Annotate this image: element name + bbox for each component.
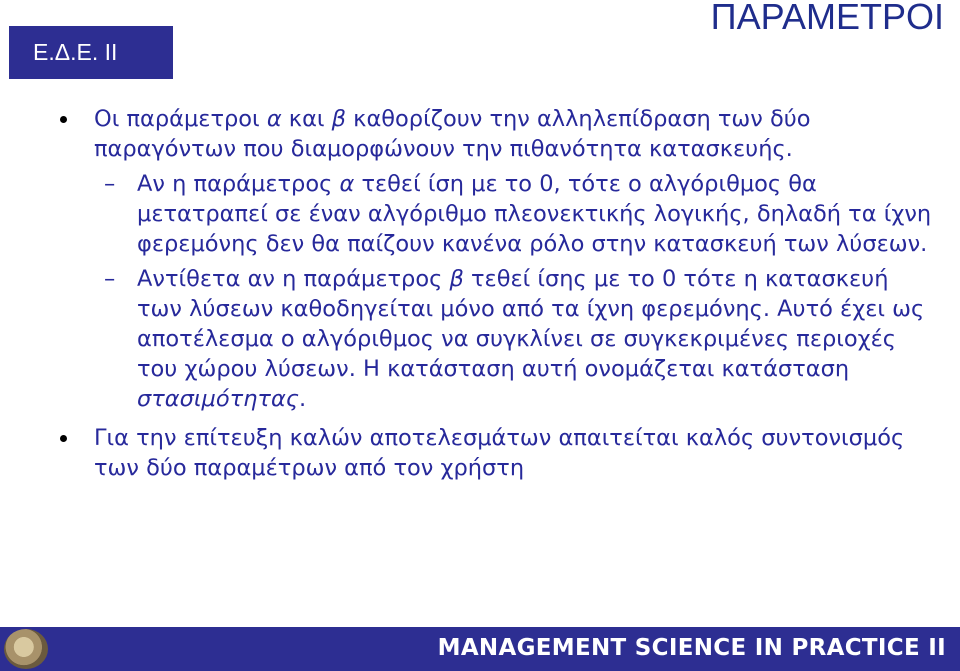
- coin-logo-icon: [4, 629, 48, 669]
- bullet1-text-2: και: [281, 106, 332, 132]
- footer-bar: [0, 627, 960, 671]
- sub-bullet-alpha-zero: [104, 169, 938, 259]
- sub1-text-2: τεθεί ίση με το 0, τότε ο αλγόριθμος θα μετατραπεί σε έναν αλγόριθμο πλεονεκτικής λογικής, δηλαδή τα ίχνη φερεμόνης δεν θα παίζουν κανένα ρόλο στην κατασκευή των λύσεων.: [137, 171, 932, 257]
- sub-bullet-list: [58, 169, 938, 414]
- bullet-parameters-interaction: [58, 104, 938, 164]
- slide-body: [58, 104, 938, 483]
- beta-symbol: β: [449, 266, 464, 292]
- sub-bullet-beta-zero: [104, 264, 938, 414]
- bullet1-text-3: καθορίζουν την αλληλεπίδραση των δύο παραγόντων που διαμορφώνουν την πιθανότητα κατασκευής.: [94, 106, 811, 162]
- bullet2-text: Για την επίτευξη καλών αποτελεσμάτων απαιτείται καλός συντονισμός των δύο παραμέτρων από τον χρήστη: [94, 425, 905, 481]
- course-badge: [9, 26, 173, 79]
- stagnation-term: στασιμότητας: [137, 386, 299, 412]
- alpha-symbol: α: [266, 106, 282, 132]
- alpha-symbol: α: [339, 171, 355, 197]
- footer-course-title: MANAGEMENT SCIENCE IN PRACTICE II: [437, 635, 946, 661]
- sub1-text-1: Αν η παράμετρος: [137, 171, 340, 197]
- bullet1-text-1: Οι παράμετροι: [94, 106, 267, 132]
- sub2-text-2: τεθεί ίσης με το 0 τότε η κατασκευή των λύσεων καθοδηγείται μόνο από τα ίχνη φερεμόνης. Αυτό έχει ως αποτέλεσμα ο αλγόριθμος να συγκλίνει σε συγκεκριμένες περιοχές του χώρου λύσεων. Η κατάσταση αυτή ονομάζεται κατάσταση: [137, 266, 925, 382]
- sub2-text-1: Αντίθετα αν η παράμετρος: [137, 266, 450, 292]
- sub2-text-3: .: [298, 386, 307, 412]
- beta-symbol: β: [331, 106, 347, 132]
- bullet-parameter-tuning: [58, 423, 938, 483]
- course-badge-label: Ε.Δ.Ε. ΙΙ: [33, 39, 118, 65]
- page-title: ΠΑΡΑΜΕΤΡΟΙ: [710, 0, 944, 37]
